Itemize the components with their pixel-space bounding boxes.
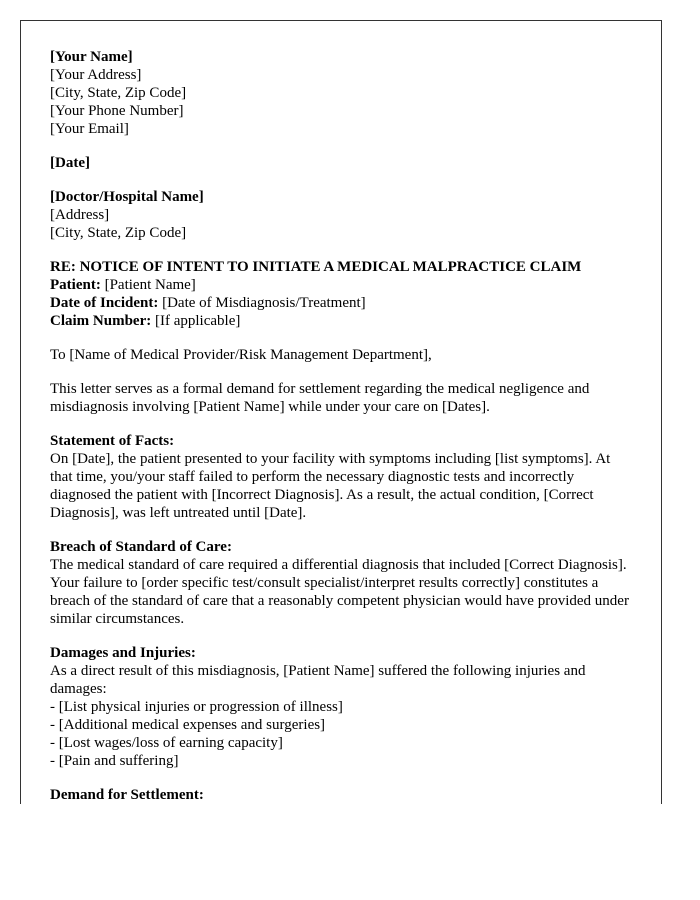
breach-section	[50, 538, 632, 628]
damages-heading: Damages and Injuries:	[50, 645, 196, 661]
breach-body: The medical standard of care required a differential diagnosis that included [Correct Diagnosis]. Your failure to [order specific test/consult specialist/interpret results correctly] constitutes a breach of the standard of care that a reasonably competent physician would have provided under similar circumstances.	[50, 557, 629, 627]
claim-value: [If applicable]	[151, 313, 241, 329]
re-block	[50, 258, 632, 330]
sender-address: [Your Address]	[50, 67, 142, 83]
letter-date: [Date]	[50, 155, 90, 171]
demand-section	[50, 786, 632, 804]
damages-section	[50, 644, 632, 770]
re-incident	[50, 294, 632, 312]
re-claim	[50, 312, 632, 330]
sender-email: [Your Email]	[50, 121, 129, 137]
incident-label: Date of Incident:	[50, 295, 159, 311]
recipient-city: [City, State, Zip Code]	[50, 225, 187, 241]
patient-label: Patient:	[50, 277, 101, 293]
patient-value: [Patient Name]	[100, 277, 196, 293]
recipient-name: [Doctor/Hospital Name]	[50, 189, 204, 205]
re-subject: RE: NOTICE OF INTENT TO INITIATE A MEDICAL MALPRACTICE CLAIM	[50, 259, 582, 275]
list-item: - [Lost wages/loss of earning capacity]	[50, 735, 283, 751]
facts-section	[50, 432, 632, 522]
claim-label: Claim Number:	[50, 313, 152, 329]
salutation: To [Name of Medical Provider/Risk Management Department],	[50, 347, 432, 363]
recipient-block	[50, 188, 632, 242]
incident-value: [Date of Misdiagnosis/Treatment]	[158, 295, 366, 311]
facts-heading: Statement of Facts:	[50, 433, 175, 449]
sender-name: [Your Name]	[50, 49, 133, 65]
facts-body: On [Date], the patient presented to your facility with symptoms including [list symptoms]. At that time, you/your staff failed to perform the necessary diagnostic tests and incorrectly diagnosed the patient with [Incorrect Diagnosis]. As a result, the actual condition, [Correct Diagnosis], was left untreated until [Date].	[50, 451, 611, 521]
sender-city: [City, State, Zip Code]	[50, 85, 187, 101]
letter-page	[20, 20, 662, 804]
breach-heading: Breach of Standard of Care:	[50, 539, 232, 555]
damages-body: As a direct result of this misdiagnosis, [Patient Name] suffered the following injuries and damages:	[50, 663, 586, 697]
list-item: - [Additional medical expenses and surgeries]	[50, 717, 326, 733]
re-patient	[50, 276, 632, 294]
recipient-address: [Address]	[50, 207, 110, 223]
damages-list	[50, 698, 632, 770]
list-item: - [Pain and suffering]	[50, 753, 179, 769]
demand-heading: Demand for Settlement:	[50, 787, 204, 803]
list-item: - [List physical injuries or progression of illness]	[50, 699, 343, 715]
sender-block	[50, 48, 632, 138]
sender-phone: [Your Phone Number]	[50, 103, 184, 119]
date-block	[50, 154, 632, 172]
intro-paragraph: This letter serves as a formal demand for settlement regarding the medical negligence and misdiagnosis involving [Patient Name] while under your care on [Dates].	[50, 381, 590, 415]
